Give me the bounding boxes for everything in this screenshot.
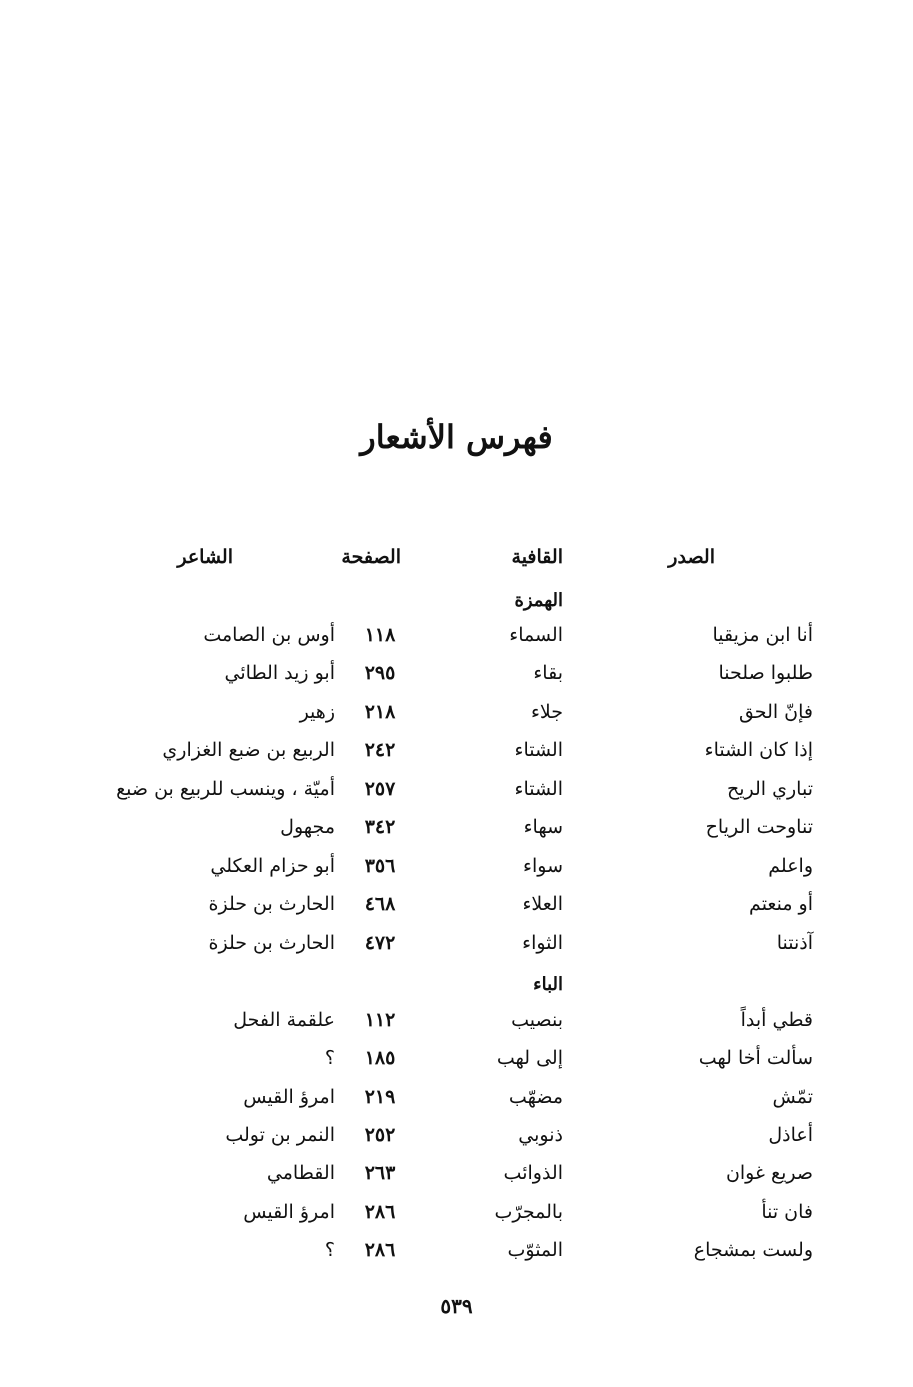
row-poet: ؟ [324, 1239, 335, 1261]
table-row [0, 694, 913, 730]
row-poet: القطامي [266, 1162, 335, 1184]
row-sadr: إذا كان الشتاء [704, 739, 813, 761]
header-poet: الشاعر [177, 546, 233, 568]
row-qafia: سواء [523, 855, 563, 877]
table-row [0, 1079, 913, 1115]
row-sadr: تناوحت الرياح [705, 816, 813, 838]
row-sadr: واعلم [768, 855, 813, 877]
table-row [0, 925, 913, 961]
table-row [0, 771, 913, 807]
table-row [0, 1232, 913, 1268]
row-page: ٢٨٦ [364, 1201, 396, 1223]
row-sadr: قطي أبداً [740, 1009, 813, 1031]
row-sadr: ولست بمشجاع [693, 1239, 813, 1261]
row-qafia: السماء [509, 624, 563, 646]
row-qafia: مضهّب [508, 1086, 563, 1108]
table-row [0, 886, 913, 922]
row-qafia: بنصيب [511, 1009, 563, 1031]
row-poet: ؟ [324, 1047, 335, 1069]
row-page: ٢٥٧ [364, 778, 396, 800]
table-row [0, 1040, 913, 1076]
row-poet: أبو زيد الطائي [224, 662, 335, 684]
row-qafia: بقاء [533, 662, 563, 684]
header-qafia: القافية [511, 546, 563, 568]
row-poet: أوس بن الصامت [203, 624, 335, 646]
row-page: ١٨٥ [364, 1047, 396, 1069]
row-sadr: تمّش [772, 1086, 813, 1108]
table-row [0, 848, 913, 884]
row-sadr: فان تنأ [761, 1201, 813, 1223]
row-qafia: المثوّب [507, 1239, 563, 1261]
row-qafia: بالمجرّب [494, 1201, 563, 1223]
row-poet: الحارث بن حلزة [208, 932, 335, 954]
row-qafia: العلاء [522, 893, 563, 915]
row-page: ٤٧٢ [364, 932, 396, 954]
page-number: ٥٣٩ [440, 1294, 473, 1318]
row-page: ٣٥٦ [364, 855, 396, 877]
row-poet: الحارث بن حلزة [208, 893, 335, 915]
header-sadr: الصدر [668, 546, 715, 568]
section-label: الباء [533, 974, 563, 995]
row-poet: النمر بن تولب [225, 1124, 335, 1146]
row-page: ٢٦٣ [364, 1162, 396, 1184]
row-qafia: الشتاء [514, 739, 563, 761]
section-label: الهمزة [514, 590, 563, 611]
row-qafia: ذنوبي [518, 1124, 563, 1146]
table-row [0, 732, 913, 768]
row-qafia: جلاء [530, 701, 563, 723]
row-page: ٤٦٨ [364, 893, 396, 915]
row-page: ٢٩٥ [364, 662, 396, 684]
row-sadr: أو منعتم [749, 893, 813, 915]
row-qafia: إلى لهب [496, 1047, 563, 1069]
row-qafia: الثواء [522, 932, 563, 954]
row-page: ٢١٩ [364, 1086, 396, 1108]
row-qafia: الشتاء [514, 778, 563, 800]
row-page: ٢٤٢ [364, 739, 396, 761]
row-qafia: الذوائب [503, 1162, 563, 1184]
row-sadr: آذنتنا [776, 932, 813, 954]
table-row [0, 1117, 913, 1153]
table-row [0, 1155, 913, 1191]
row-qafia: سهاء [523, 816, 563, 838]
page-title: فهرس الأشعار [360, 418, 553, 456]
column-headers [0, 546, 913, 586]
section-heading-hamza [0, 590, 913, 620]
table-row [0, 1002, 913, 1038]
table-row [0, 1194, 913, 1230]
row-poet: أبو حزام العكلي [210, 855, 335, 877]
row-sadr: أنا ابن مزيقيا [712, 624, 813, 646]
row-sadr: سألت أخا لهب [698, 1047, 813, 1069]
row-poet: امرؤ القيس [243, 1086, 335, 1108]
row-page: ١١٨ [364, 624, 396, 646]
row-page: ٢٨٦ [364, 1239, 396, 1261]
row-poet: زهير [299, 701, 335, 723]
table-row [0, 809, 913, 845]
table-row [0, 655, 913, 691]
row-poet: مجهول [280, 816, 335, 838]
table-row [0, 617, 913, 653]
row-sadr: طلبوا صلحنا [718, 662, 813, 684]
row-poet: أميّة ، وينسب للربيع بن ضبع [116, 778, 335, 800]
row-page: ٢١٨ [364, 701, 396, 723]
row-sadr: أعاذل [768, 1124, 813, 1146]
row-sadr: صريع غوان [725, 1162, 813, 1184]
row-page: ٣٤٢ [364, 816, 396, 838]
row-poet: امرؤ القيس [243, 1201, 335, 1223]
row-page: ١١٢ [364, 1009, 396, 1031]
row-sadr: تباري الريح [726, 778, 813, 800]
row-poet: الربيع بن ضبع الغزاري [162, 739, 335, 761]
row-sadr: فإنّ الحق [738, 701, 813, 723]
row-page: ٢٥٢ [364, 1124, 396, 1146]
row-poet: علقمة الفحل [233, 1009, 335, 1031]
section-heading-ba [0, 974, 913, 1004]
header-page: الصفحة [341, 546, 401, 568]
